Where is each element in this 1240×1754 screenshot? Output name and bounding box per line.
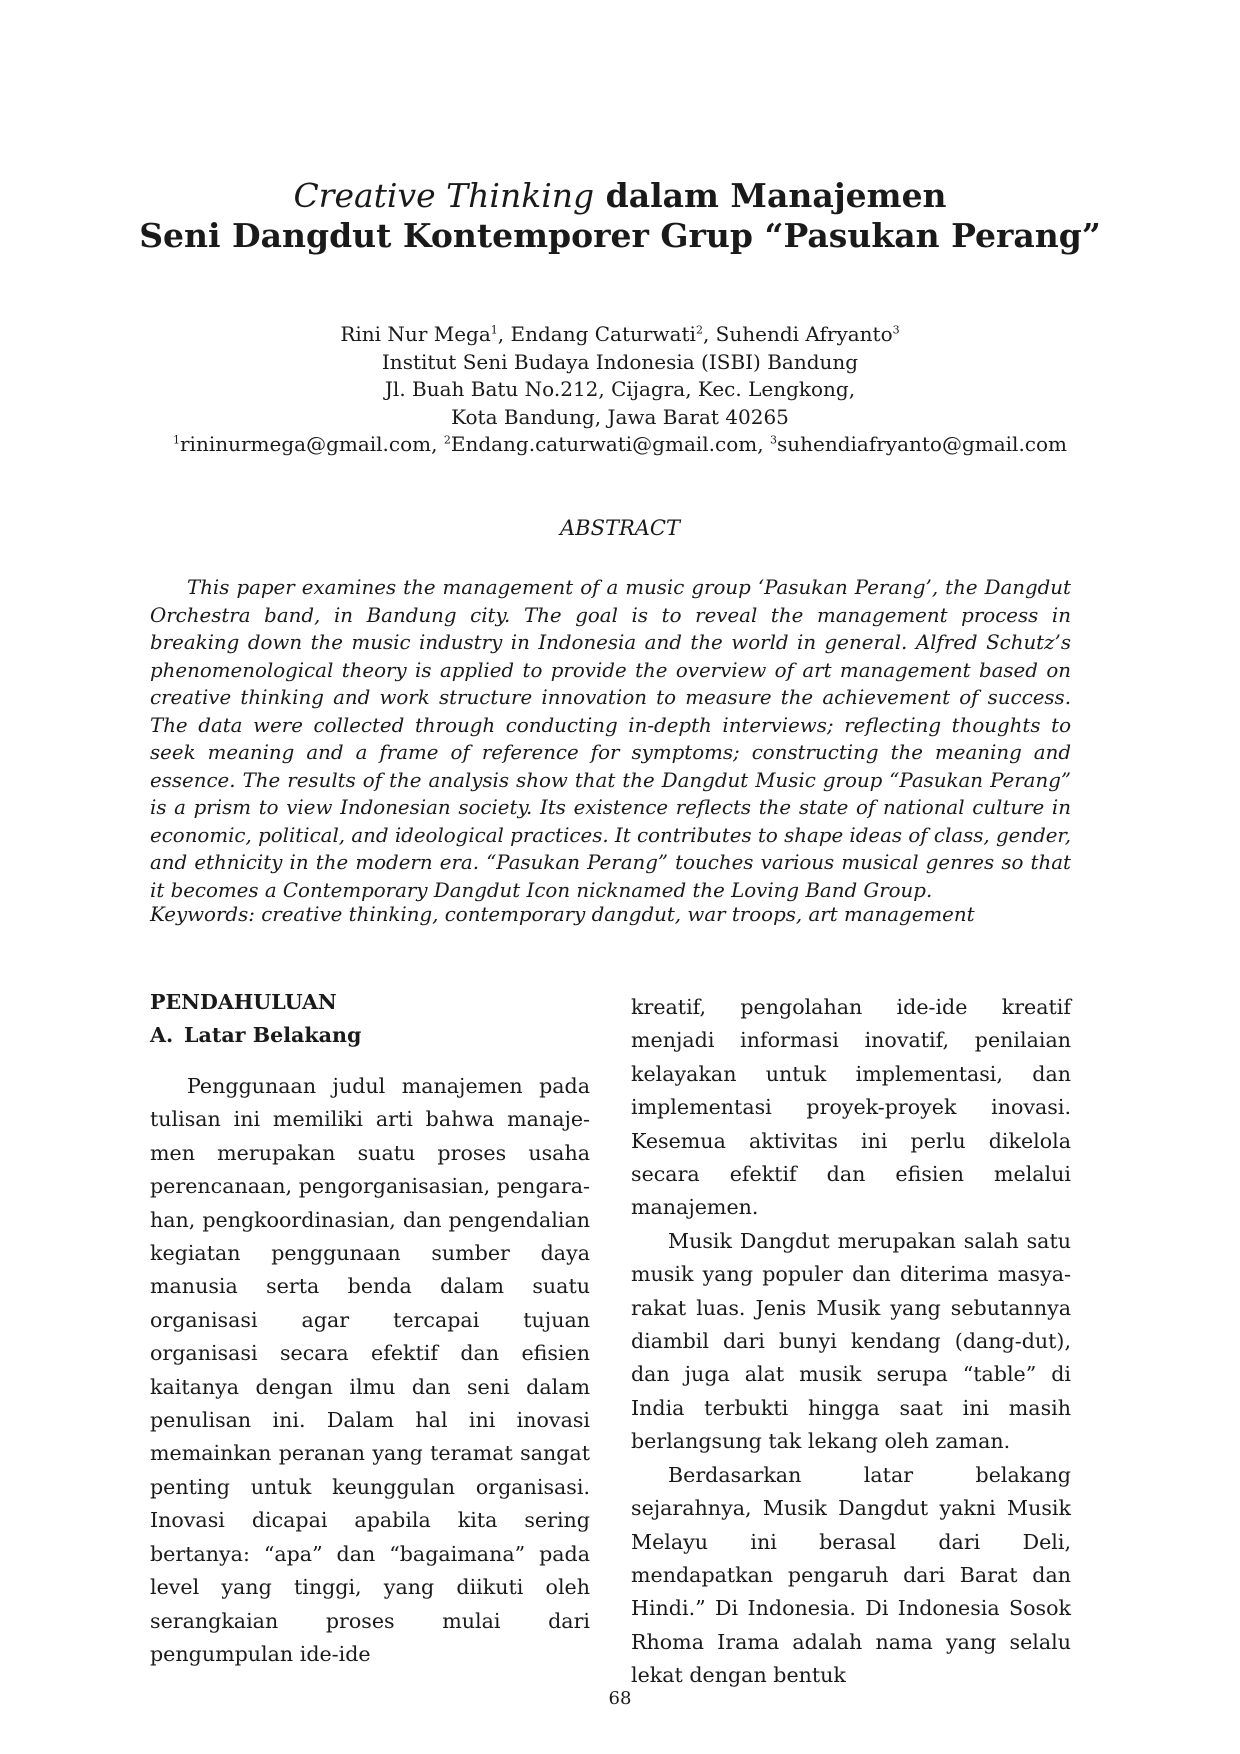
subsection-number: A. bbox=[150, 1023, 174, 1047]
email-sup: 1 bbox=[172, 433, 180, 447]
author-sup: 2 bbox=[695, 323, 703, 337]
address-line-2: Kota Bandung, Jawa Barat 40265 bbox=[451, 404, 789, 429]
author-email[interactable]: rininurmega@gmail.com bbox=[179, 432, 432, 456]
author-block bbox=[100, 321, 1140, 459]
abstract-text: This paper examines the management of a music group ‘Pasukan Perang’, the Dangdut Orchestra band, in Bandung city. The goal is to reveal the management process in breaking down the music industry in Indonesia and the world in general. Alfred Schutz’s phenomenological theory is applied to provide the overview of art management based on creative thinking and work structure innovation to measure the achievement of success. The data were collected through conducting in-depth interviews; reflecting thoughts to seek meaning and a frame of reference for symptoms; constructing the meaning and essence. The results of the analysis show that the Dangdut Music group “Pasukan Perang” is a prism to view Indonesian society. Its existence reflects the state of national culture in economic, political, and ideological practices. It contributes to shape ideas of class, gender, and ethnicity in the modern era. “Pasukan Perang” touches various musical genres so that it becomes a Contemporary Dangdut Icon nicknamed the Loving Band Group. bbox=[150, 576, 1072, 902]
title-line-1 bbox=[100, 176, 1140, 216]
page-number: 68 bbox=[608, 1688, 632, 1709]
affiliation: Institut Seni Budaya Indonesia (ISBI) Bandung bbox=[381, 349, 859, 374]
paper-title bbox=[100, 176, 1140, 256]
body-paragraph: Penggunaan judul manajemen pada tulisan ini memiliki arti bahwa manaje-men merupakan suatu proses usaha perencanaan, pengorganisasian, pengara-han, pengkoordinasian, dan pengendalian kegiatan penggunaan sumber daya manusia serta benda dalam suatu organisasi agar tercapai tujuan organisasi secara efektif dan efisien kaitanya dengan ilmu dan seni dalam penulisan ini. Dalam hal ini inovasi memainkan peranan yang teramat sangat penting untuk keunggulan organisasi. Inovasi dicapai apabila kita sering bertanya: “apa” dan “bagaimana” pada level yang tinggi, yang diikuti oleh serangkaian proses mulai dari pengumpulan ide-ide bbox=[150, 1074, 590, 1666]
right-column bbox=[631, 991, 1071, 1693]
abstract-heading: ABSTRACT bbox=[559, 516, 681, 540]
author-email[interactable]: Endang.caturwati@gmail.com bbox=[450, 432, 758, 456]
keywords: Keywords: creative thinking, contemporary dangdut, war troops, art management bbox=[150, 903, 975, 926]
author-email[interactable]: suhendiafryanto@gmail.com bbox=[776, 432, 1068, 456]
author-name: Suhendi Afryanto bbox=[715, 322, 893, 346]
title-italic-part: Creative Thinking bbox=[293, 176, 595, 215]
body-paragraph: kreatif, pengolahan ide-ide kreatif menjadi informasi inovatif, penilaian kelayakan untuk implementasi, dan implementasi proyek-proyek inovasi. Kesemua aktivitas ini perlu dikelola secara efektif dan efisien melalui manajemen. bbox=[631, 995, 1071, 1220]
author-emails: $^1$rininurmega@gmail.com, $^2$Endang.caturwati@gmail.com, $^3$suhendiafryanto@gmail.com bbox=[172, 432, 1068, 456]
title-line-1-rest: dalam Manajemen bbox=[594, 176, 947, 215]
author-names: Rini Nur Mega$^1$, Endang Caturwati$^2$, Suhendi Afryanto$^3$ bbox=[340, 322, 900, 346]
body-paragraph: Berdasarkan latar belakang sejarahnya, Musik Dangdut yakni Musik Melayu ini berasal dari Deli, mendapatkan pengaruh dari Barat dan Hindi.” Di Indonesia. Di Indonesia Sosok Rhoma Irama adalah nama yang selalu lekat dengan bentuk bbox=[631, 1462, 1071, 1688]
author-name: Rini Nur Mega bbox=[340, 322, 491, 346]
body-paragraph: Musik Dangdut merupakan salah satu musik yang populer dan diterima masya-rakat luas. Jenis Musik yang sebutannya diambil dari bunyi kendang (dang-dut), dan juga alat musik serupa “table” di India terbukti hingga saat ini masih berlangsung tak lekang oleh zaman. bbox=[631, 1228, 1071, 1454]
subsection-heading bbox=[150, 1019, 590, 1052]
title-line-2: Seni Dangdut Kontemporer Grup “Pasukan Perang” bbox=[139, 216, 1101, 255]
author-name: Endang Caturwati bbox=[510, 322, 696, 346]
section-heading: PENDAHULUAN bbox=[150, 990, 337, 1014]
author-sup: 1 bbox=[490, 323, 498, 337]
email-sup: 3 bbox=[769, 433, 777, 447]
email-sup: 2 bbox=[443, 433, 451, 447]
author-sup: 3 bbox=[892, 323, 900, 337]
subsection-title: Latar Belakang bbox=[184, 1023, 362, 1047]
address-line-1: Jl. Buah Batu No.212, Cijagra, Kec. Lengkong, bbox=[384, 377, 856, 401]
left-column bbox=[150, 986, 590, 1671]
